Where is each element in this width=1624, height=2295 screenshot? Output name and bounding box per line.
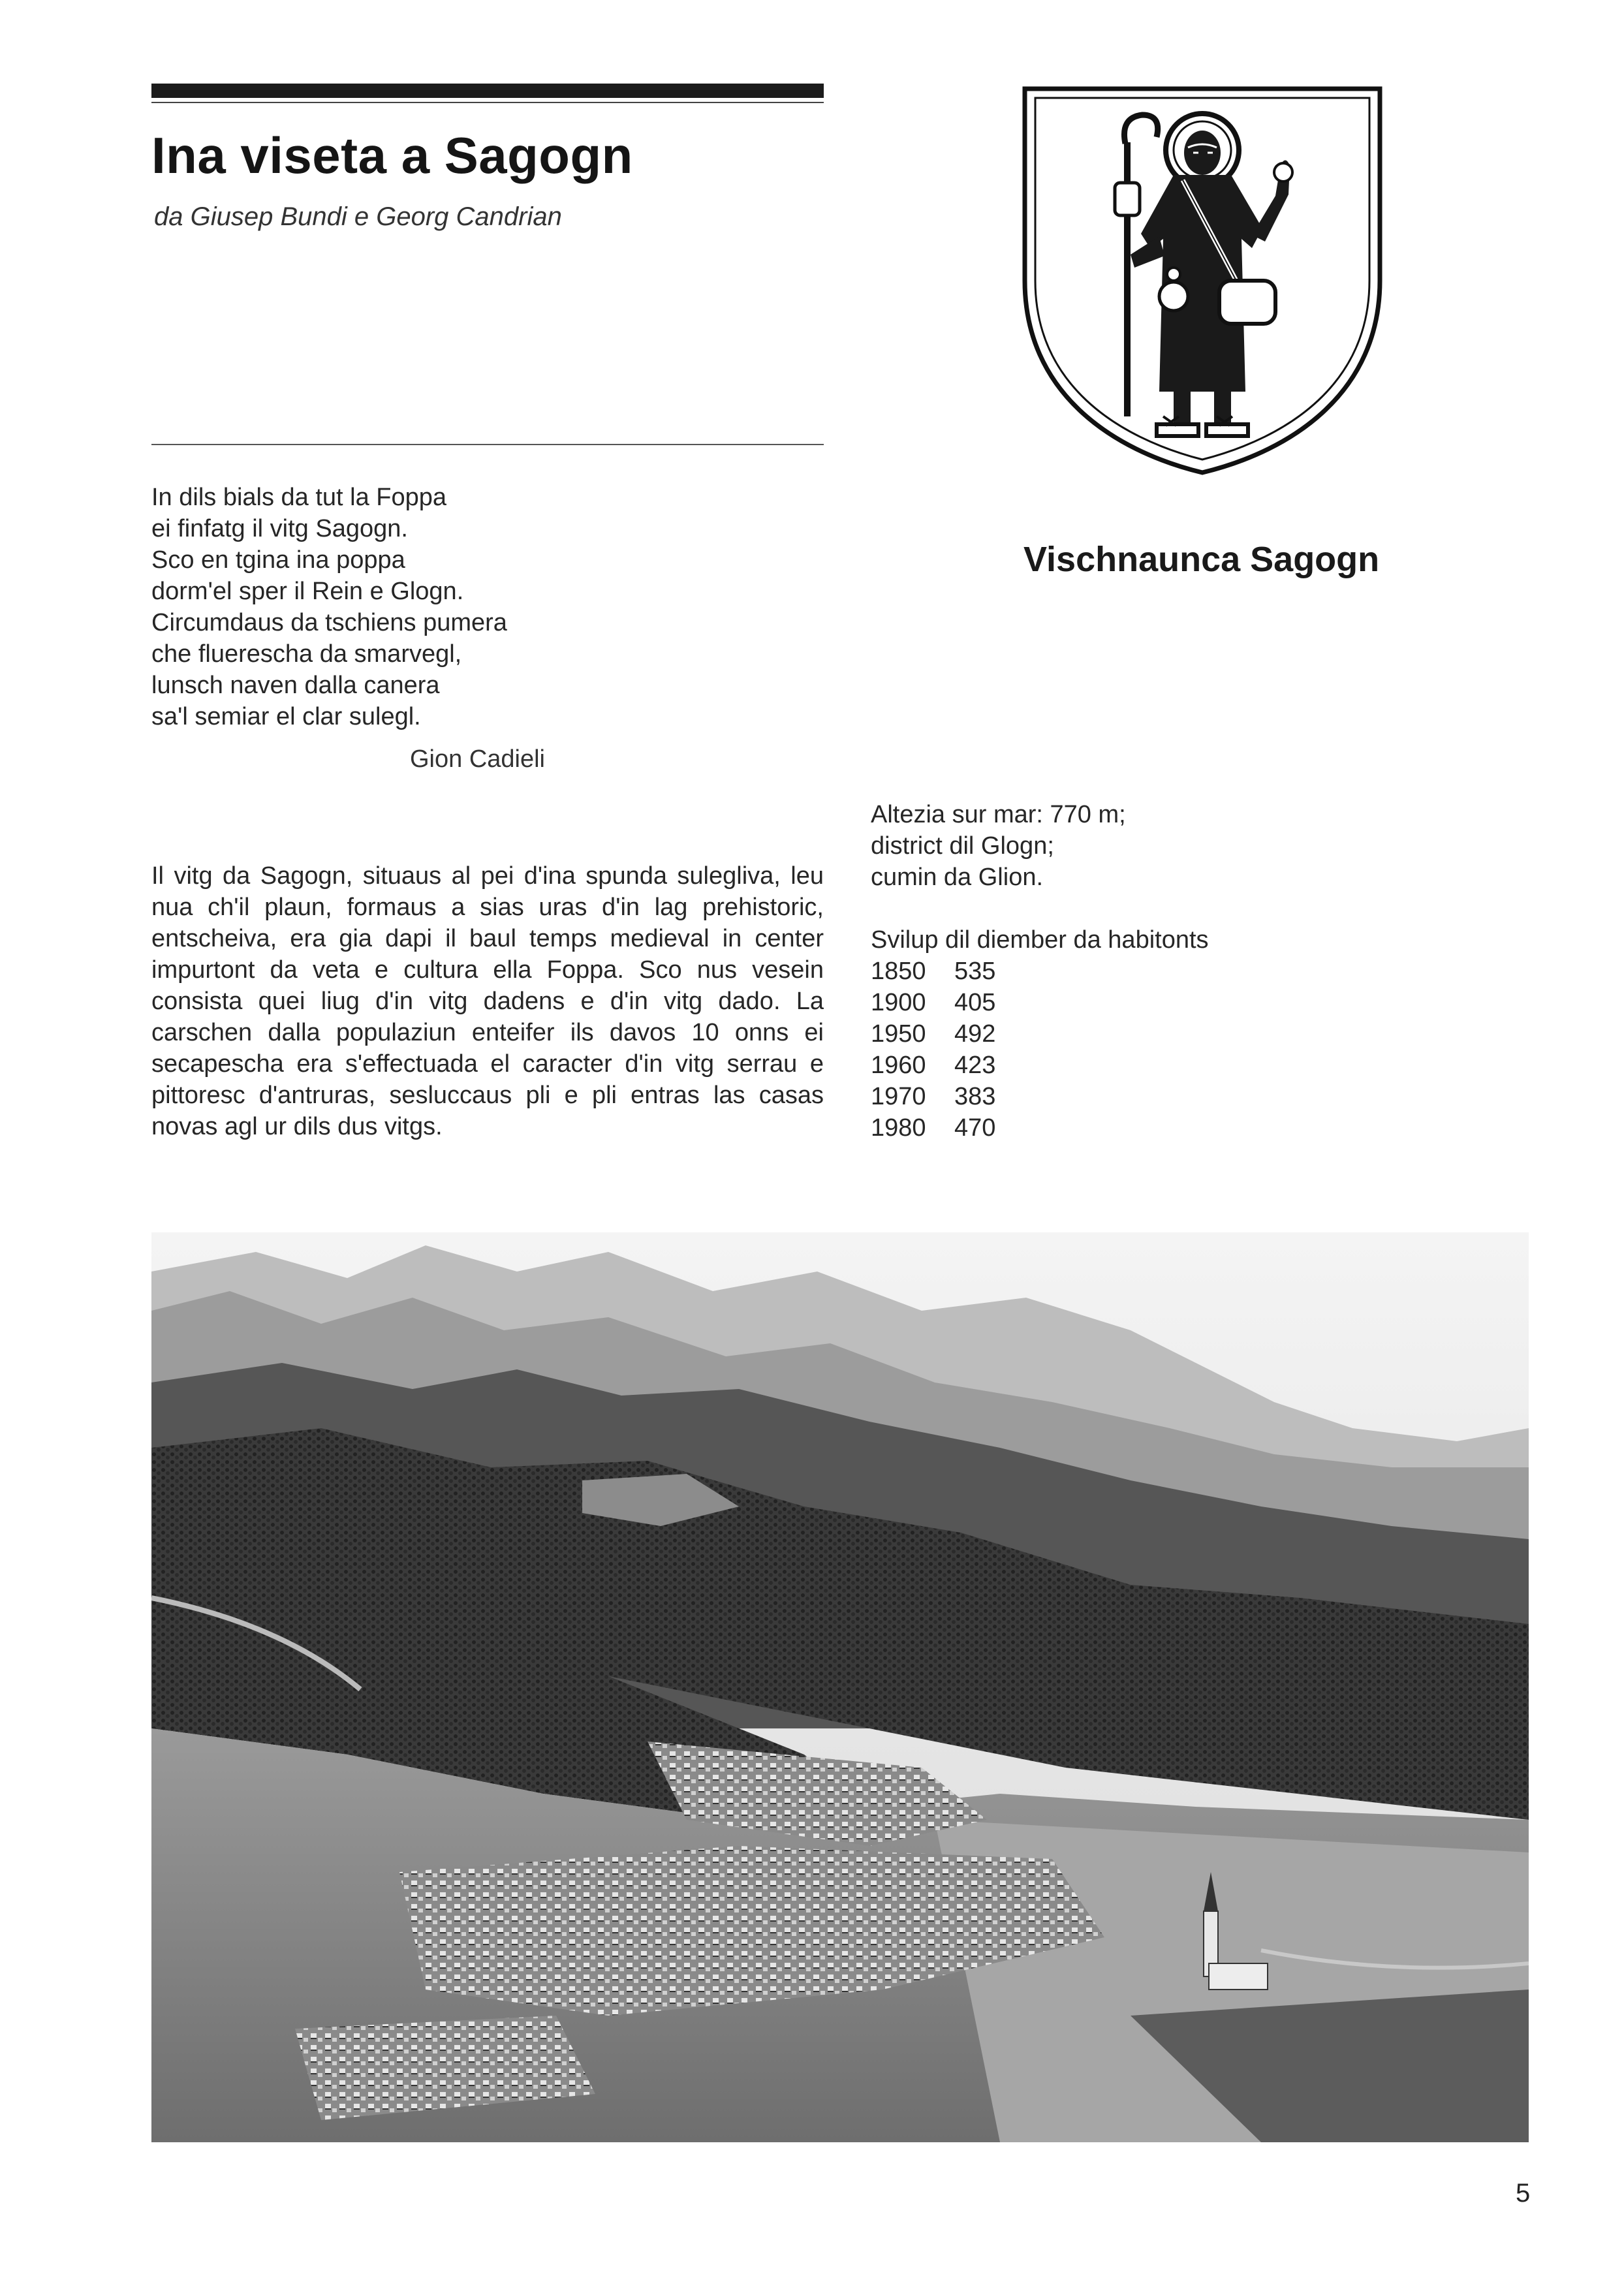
population-year: 1900 [871,989,926,1016]
population-count: 383 [954,1083,996,1110]
population-count: 405 [954,989,996,1016]
population-count: 423 [954,1052,996,1079]
fact-district: district dil Glogn; [871,832,1054,860]
article-title: Ina viseta a Sagogn [151,127,633,184]
population-count: 535 [954,958,996,985]
population-year: 1950 [871,1020,926,1048]
poem-line: Sco en tgina ina poppa [151,546,405,574]
population-title: Svilup dil diember da habitonts [871,926,1209,954]
page-number: 5 [1516,2179,1531,2208]
poem-line: In dils bials da tut la Foppa [151,484,447,511]
poem-line: lunsch naven dalla canera [151,672,440,699]
table-row [871,1081,995,1112]
population-table [871,956,995,1144]
municipality-heading: Vischnaunca Sagogn [1023,540,1380,579]
aerial-photo [151,1232,1529,2142]
poem-line: sa'l semiar el clar sulegl. [151,703,421,730]
poem-line: dorm'el sper il Rein e Glogn. [151,578,464,605]
coat-of-arms-icon [1020,85,1385,476]
poem-line: Circumdaus da tschiens pumera [151,609,507,636]
header-thick-rule [151,84,824,98]
article-byline: da Giusep Bundi e Georg Candrian [154,202,562,231]
body-paragraph: Il vitg da Sagogn, situaus al pei d'ina spunda sulegliva, leu nua ch'il plaun, formaus a sias uras d'in lag prehistoric, entscheiva, era gia dapi il baul temps medieval in center impurtont da veta e cultura ella Foppa. Sco nus vesein consista quei liug d'in vitg dadens e d'in vitg dado. La carschen dalla populaziun enteifer ils davos 10 onns ei secapescha era s'effectuada el caracter d'in vitg serrau e pittoresc d'antruras, sesluccaus pli e pli entras las casas novas agl ur dils dus vitgs. [151,862,824,1140]
population-year: 1970 [871,1083,926,1110]
table-row [871,1050,995,1081]
population-count: 470 [954,1114,996,1142]
section-divider [151,444,824,445]
population-year: 1960 [871,1052,926,1079]
municipality-facts [871,799,1393,893]
population-count: 492 [954,1020,996,1048]
poem [151,482,739,732]
table-row [871,987,995,1018]
poem-author: Gion Cadieli [410,745,545,773]
population-year: 1850 [871,958,926,985]
population-year: 1980 [871,1114,926,1142]
table-row [871,956,995,987]
header-thin-rule [151,102,824,103]
fact-altitude: Altezia sur mar: 770 m; [871,801,1126,828]
fact-circle: cumin da Glion. [871,864,1044,891]
table-row [871,1112,995,1144]
table-row [871,1018,995,1050]
poem-line: ei finfatg il vitg Sagogn. [151,515,408,542]
poem-line: che fluerescha da smarvegl, [151,640,462,668]
